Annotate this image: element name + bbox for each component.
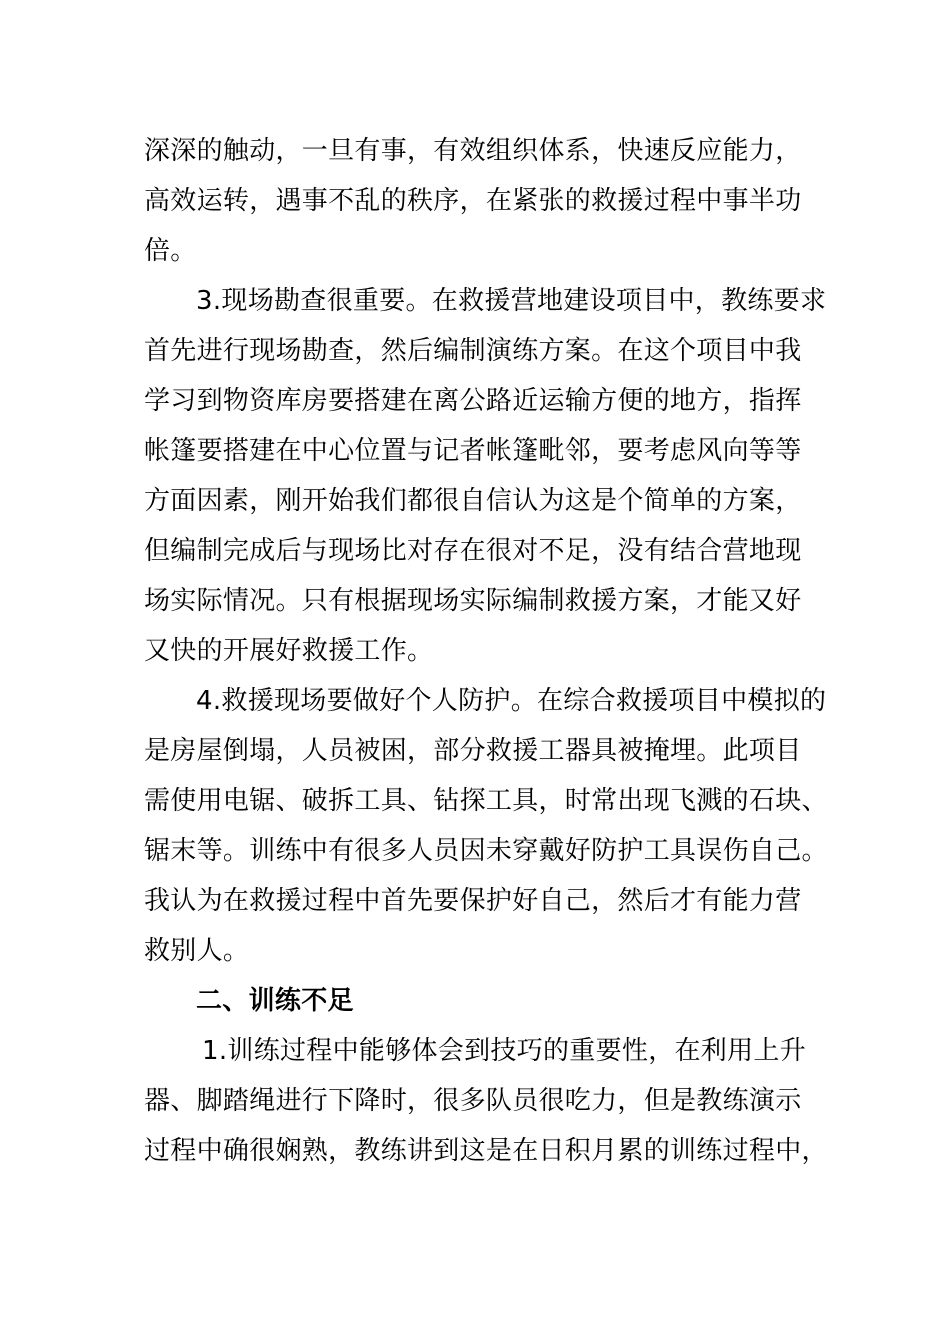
- paragraph-line: 高效运转，遇事不乱的秩序，在紧张的救援过程中事半功: [144, 186, 802, 216]
- paragraph-line: 3.现场勘查很重要。在救援营地建设项目中，教练要求: [196, 286, 827, 316]
- paragraph-line: 方面因素，刚开始我们都很自信认为这是个简单的方案，: [144, 486, 802, 516]
- paragraph-line: 但编制完成后与现场比对存在很对不足，没有结合营地现: [144, 536, 802, 566]
- paragraph-line: 首先进行现场勘查，然后编制演练方案。在这个项目中我: [144, 336, 802, 366]
- paragraph-line: 倍。: [144, 236, 197, 266]
- paragraph-line: 锯末等。训练中有很多人员因未穿戴好防护工具误伤自己。: [144, 836, 828, 866]
- paragraph-line: 我认为在救援过程中首先要保护好自己，然后才有能力营: [144, 886, 802, 916]
- paragraph-line: 是房屋倒塌，人员被困，部分救援工器具被掩埋。此项目: [144, 736, 802, 766]
- paragraph-line: 学习到物资库房要搭建在离公路近运输方便的地方，指挥: [144, 386, 802, 416]
- paragraph-line: 场实际情况。只有根据现场实际编制救援方案，才能又好: [144, 586, 802, 616]
- paragraph-line: 4.救援现场要做好个人防护。在综合救援项目中模拟的: [196, 686, 827, 716]
- paragraph-line: 深深的触动，一旦有事，有效组织体系，快速反应能力，: [144, 136, 802, 166]
- paragraph-line: 过程中确很娴熟，教练讲到这是在日积月累的训练过程中，: [144, 1136, 828, 1166]
- paragraph-line: 帐篷要搭建在中心位置与记者帐篷毗邻，要考虑风向等等: [144, 436, 802, 466]
- section-heading: 二、训练不足: [196, 986, 354, 1016]
- paragraph-line: 救别人。: [144, 936, 250, 966]
- paragraph-line: 又快的开展好救援工作。: [144, 636, 434, 666]
- paragraph-line: 器、脚踏绳进行下降时，很多队员很吃力，但是教练演示: [144, 1086, 802, 1116]
- paragraph-line: 需使用电锯、破拆工具、钻探工具，时常出现飞溅的石块、: [144, 786, 828, 816]
- paragraph-line: 1.训练过程中能够体会到技巧的重要性，在利用上升: [202, 1036, 807, 1066]
